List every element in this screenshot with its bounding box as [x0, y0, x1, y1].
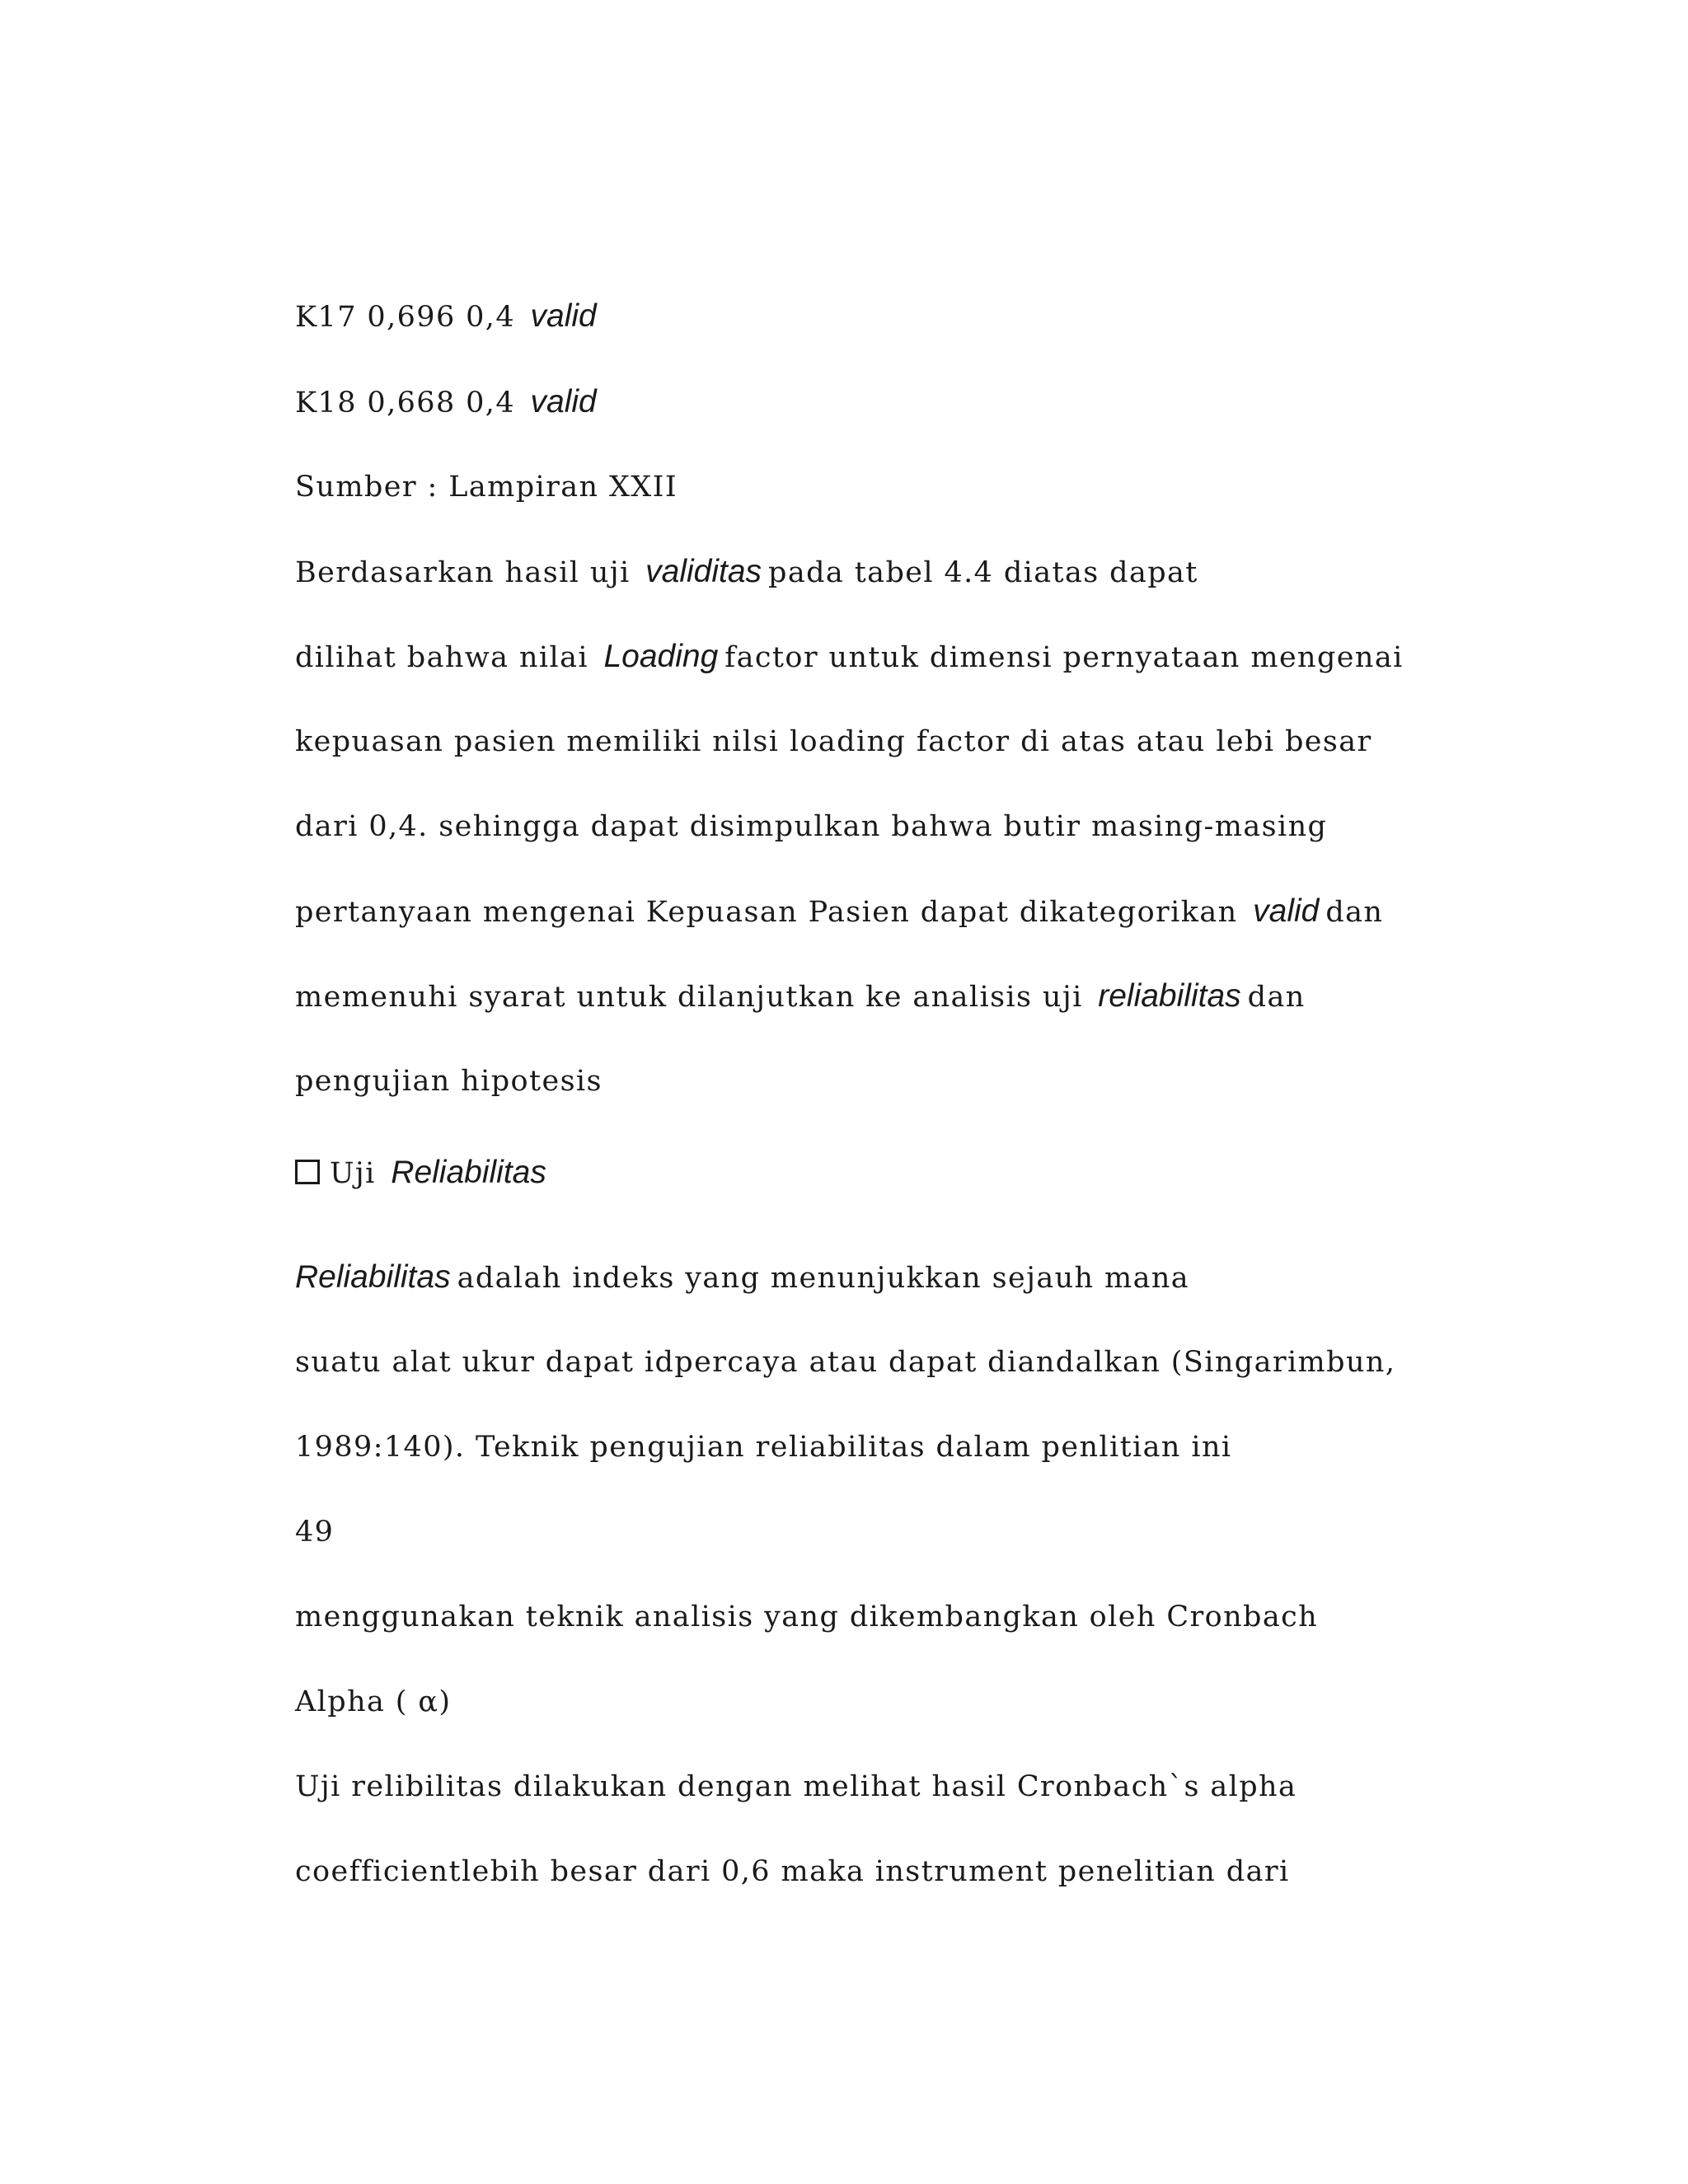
paragraph-line	[295, 1342, 1395, 1383]
text-segment: adalah indeks yang menunjukkan sejauh mana	[457, 1262, 1190, 1295]
paragraph-line	[295, 1766, 1296, 1807]
paragraph-line	[295, 976, 1306, 1018]
section-heading	[295, 1152, 553, 1194]
text-segment: dan	[1325, 896, 1384, 929]
validity-status: valid	[530, 384, 597, 419]
table-row-k17	[295, 296, 603, 338]
text-segment: pertanyaan mengenai Kepuasan Pasien dapat dikategorikan	[295, 896, 1238, 929]
text-segment: kepuasan pasien memiliki nilsi loading factor di atas atau lebi besar	[295, 725, 1372, 758]
heading-italic: Reliabilitas	[391, 1155, 546, 1190]
text-segment: coefficientlebih besar dari 0,6 maka instrument penelitian dari	[295, 1855, 1290, 1888]
checkbox-bullet-icon	[295, 1160, 320, 1184]
text-segment: suatu alat ukur dapat idpercaya atau dapat diandalkan (Singarimbun,	[295, 1346, 1396, 1379]
text-segment: pengujian hipotesis	[295, 1065, 603, 1098]
page-number-text: 49	[295, 1516, 335, 1549]
paragraph-line	[295, 806, 1327, 847]
paragraph-line	[295, 1427, 1232, 1468]
text-segment: pada tabel 4.4 diatas dapat	[768, 556, 1198, 589]
paragraph-line	[295, 636, 1404, 678]
text-segment: menggunakan teknik analisis yang dikembangkan oleh Cronbach	[295, 1601, 1319, 1633]
text-segment: dan	[1247, 981, 1306, 1014]
table-source	[295, 466, 678, 508]
paragraph-line	[295, 1681, 451, 1722]
paragraph-line	[295, 1596, 1318, 1638]
text-segment: Uji relibilitas dilakukan dengan melihat hasil Cronbach`s alpha	[295, 1770, 1297, 1803]
text-segment: Berdasarkan hasil uji	[295, 556, 631, 589]
table-row-k18	[295, 382, 603, 424]
text-segment: Alpha ( α)	[295, 1685, 452, 1718]
text-segment: dari 0,4. sehingga dapat disimpulkan bahwa butir masing-masing	[295, 810, 1328, 843]
paragraph-line	[295, 551, 1198, 593]
heading-text: Uji	[330, 1157, 376, 1190]
page-number	[295, 1511, 334, 1553]
italic-term: Reliabilitas	[295, 1259, 451, 1295]
row-values: K17 0,696 0,4	[295, 301, 515, 334]
italic-term: reliabilitas	[1098, 978, 1241, 1014]
italic-term: valid	[1253, 893, 1320, 929]
source-text: Sumber : Lampiran XXII	[295, 471, 678, 504]
text-segment: factor untuk dimensi pernyataan mengenai	[724, 641, 1404, 674]
paragraph-line	[295, 891, 1383, 933]
row-values: K18 0,668 0,4	[295, 387, 515, 419]
text-segment: memenuhi syarat untuk dilanjutkan ke analisis uji	[295, 981, 1083, 1014]
italic-term: Loading	[603, 639, 719, 674]
italic-term: validitas	[645, 554, 762, 589]
paragraph-line	[295, 1257, 1189, 1299]
validity-status: valid	[530, 298, 597, 334]
paragraph-line	[295, 721, 1372, 762]
text-segment: 1989:140). Teknik pengujian reliabilitas dalam penlitian ini	[295, 1431, 1232, 1464]
text-segment: dilihat bahwa nilai	[295, 641, 588, 674]
paragraph-line	[295, 1061, 603, 1102]
paragraph-line	[295, 1851, 1290, 1892]
